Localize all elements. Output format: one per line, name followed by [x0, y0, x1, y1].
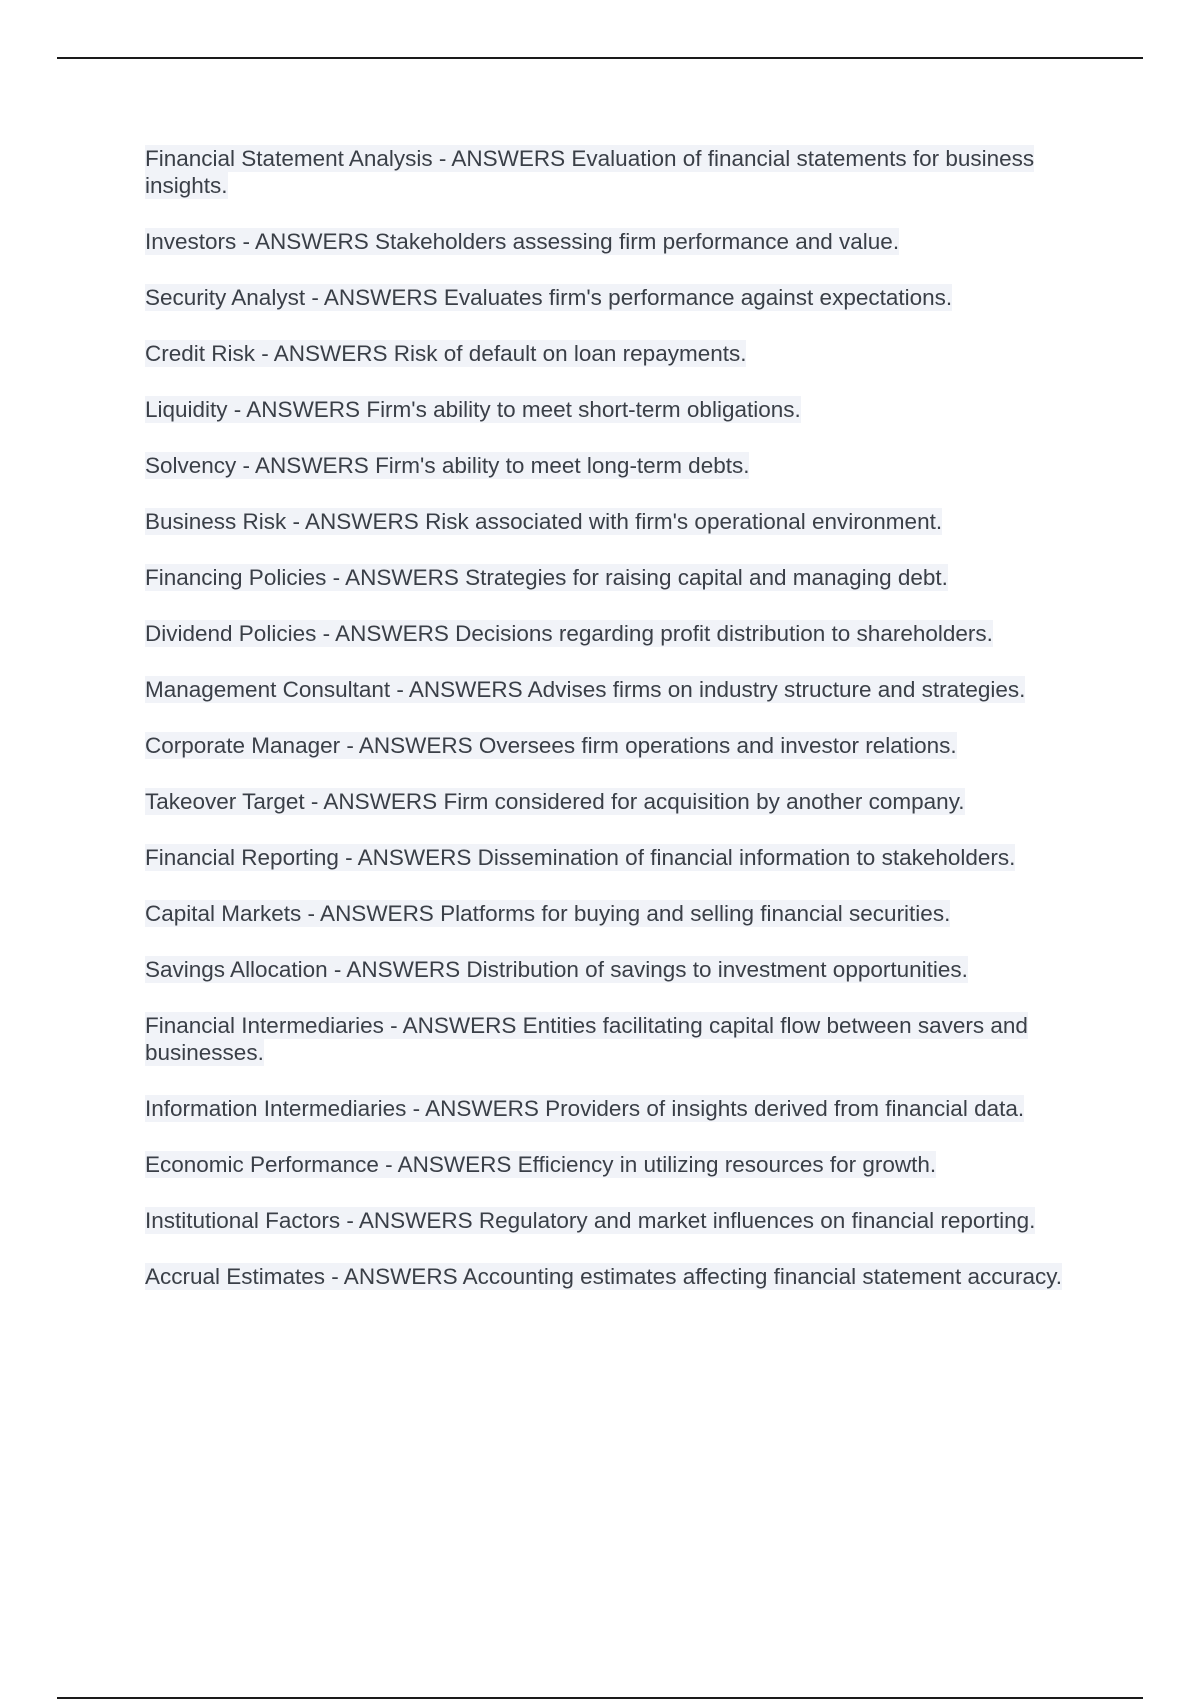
entry-accrual-estimates: Accrual Estimates - ANSWERS Accounting estimates affecting financial statement accuracy. [145, 1264, 1063, 1289]
entry-management-consultant: Management Consultant - ANSWERS Advises firms on industry structure and strategies. [145, 677, 1026, 702]
entry-economic-performance: Economic Performance - ANSWERS Efficiency in utilizing resources for growth. [145, 1152, 937, 1177]
entry-financial-reporting: Financial Reporting - ANSWERS Dissemination of financial information to stakeholders. [145, 845, 1016, 870]
entry-business-risk: Business Risk - ANSWERS Risk associated with firm's operational environment. [145, 509, 943, 534]
entry-credit-risk: Credit Risk - ANSWERS Risk of default on loan repayments. [145, 341, 747, 366]
footer-rule [57, 1697, 1143, 1699]
entry-financing-policies: Financing Policies - ANSWERS Strategies for raising capital and managing debt. [145, 565, 948, 590]
entry-takeover-target: Takeover Target - ANSWERS Firm considered for acquisition by another company. [145, 789, 965, 814]
entry-institutional-factors: Institutional Factors - ANSWERS Regulatory and market influences on financial reporting. [145, 1208, 1036, 1233]
entry-security-analyst: Security Analyst - ANSWERS Evaluates firm's performance against expectations. [145, 285, 953, 310]
entry-liquidity: Liquidity - ANSWERS Firm's ability to meet short-term obligations. [145, 397, 801, 422]
entry-savings-allocation: Savings Allocation - ANSWERS Distribution of savings to investment opportunities. [145, 957, 968, 982]
entry-capital-markets: Capital Markets - ANSWERS Platforms for buying and selling financial securities. [145, 901, 951, 926]
header-rule [57, 57, 1143, 59]
entry-dividend-policies: Dividend Policies - ANSWERS Decisions regarding profit distribution to shareholders. [145, 621, 993, 646]
entry-information-intermediaries: Information Intermediaries - ANSWERS Providers of insights derived from financial data. [145, 1096, 1025, 1121]
document-body [145, 145, 1080, 1319]
entry-investors: Investors - ANSWERS Stakeholders assessing firm performance and value. [145, 229, 900, 254]
entry-corporate-manager: Corporate Manager - ANSWERS Oversees firm operations and investor relations. [145, 733, 957, 758]
entry-financial-intermediaries: Financial Intermediaries - ANSWERS Entities facilitating capital flow between savers and businesses. [145, 1013, 1028, 1065]
entry-solvency: Solvency - ANSWERS Firm's ability to meet long-term debts. [145, 453, 750, 478]
entry-financial-statement-analysis: Financial Statement Analysis - ANSWERS Evaluation of financial statements for business insights. [145, 146, 1035, 198]
